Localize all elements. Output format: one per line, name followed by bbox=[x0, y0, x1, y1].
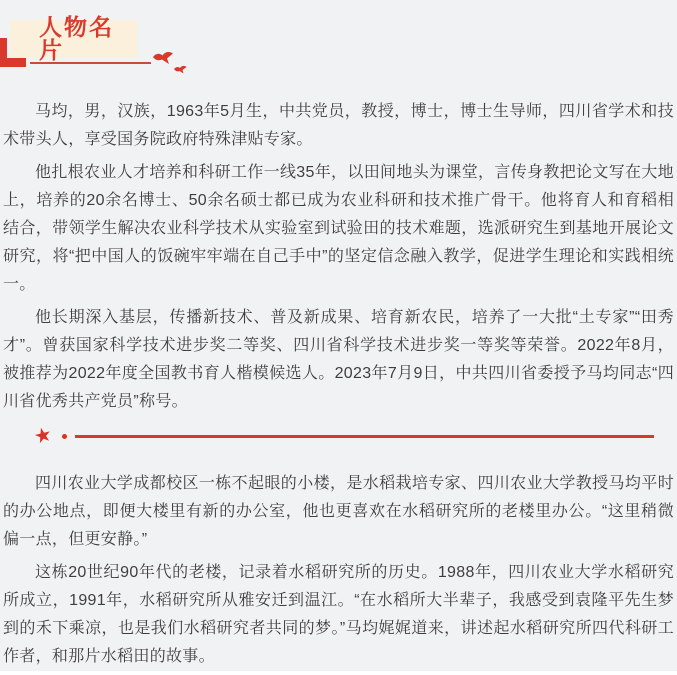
profile-paragraph: 马均，男，汉族，1963年5月生，中共党员，教授，博士，博士生导师，四川省学术和技术带头人，享受国务院政府特殊津贴专家。 bbox=[3, 103, 674, 148]
divider-line bbox=[75, 435, 654, 438]
article-body bbox=[0, 78, 677, 671]
title-underline-decor bbox=[30, 62, 151, 64]
profile-section bbox=[3, 98, 674, 416]
section-title: 人物名片 bbox=[39, 13, 114, 63]
corner-bracket-icon bbox=[0, 58, 26, 67]
flying-birds-icon bbox=[152, 47, 192, 79]
profile-paragraph: 他扎根农业人才培养和科研工作一线35年，以田间地头为课堂，言传身教把论文写在大地上，培养的20余名博士、50余名硕士都已成为农业科研和技术推广骨干。他将育人和育稻相结合，带领学生解决农业科学技术从实验室到试验田的技术难题，选派研究生到基地开展论文研究，将“把中国人的饭碗牢牢端在自己手中”的坚定信念融入教学，促进学生理论和实践相统一。 bbox=[3, 164, 674, 293]
star-icon: ★ bbox=[31, 423, 55, 449]
star-divider bbox=[31, 423, 654, 449]
section-header bbox=[0, 0, 677, 78]
section-title-badge bbox=[10, 13, 137, 63]
story-paragraph: 这栋20世纪90年代的老楼，记录着水稻研究所的历史。1988年，四川农业大学水稻研究所成立，1991年，水稻研究所从雅安迁到温江。“在水稻所大半辈子，我感受到袁隆平先生梦到的禾下乘凉，也是我们水稻研究者共同的梦。”马均娓娓道来，讲述起水稻研究所四代科研工作者，和那片水稻田的故事。 bbox=[3, 564, 674, 665]
profile-paragraph: 他长期深入基层，传播新技术、普及新成果、培育新农民，培养了一大批“土专家”“田秀才”。曾获国家科学技术进步奖二等奖、四川省科学技术进步奖一等奖等荣誉。2022年8月，被推荐为2022年度全国教书育人楷模候选人。2023年7月9日，中共四川省委授予马均同志“四川省优秀共产党员”称号。 bbox=[3, 309, 674, 410]
dot-decor bbox=[62, 434, 67, 439]
story-section bbox=[3, 470, 674, 671]
story-paragraph: 四川农业大学成都校区一栋不起眼的小楼，是水稻栽培专家、四川农业大学教授马均平时的办公地点，即便大楼里有新的办公室，他也更喜欢在水稻研究所的老楼里办公。“这里稍微偏一点，但更安静。” bbox=[3, 475, 674, 548]
page-bottom-edge bbox=[0, 671, 677, 675]
